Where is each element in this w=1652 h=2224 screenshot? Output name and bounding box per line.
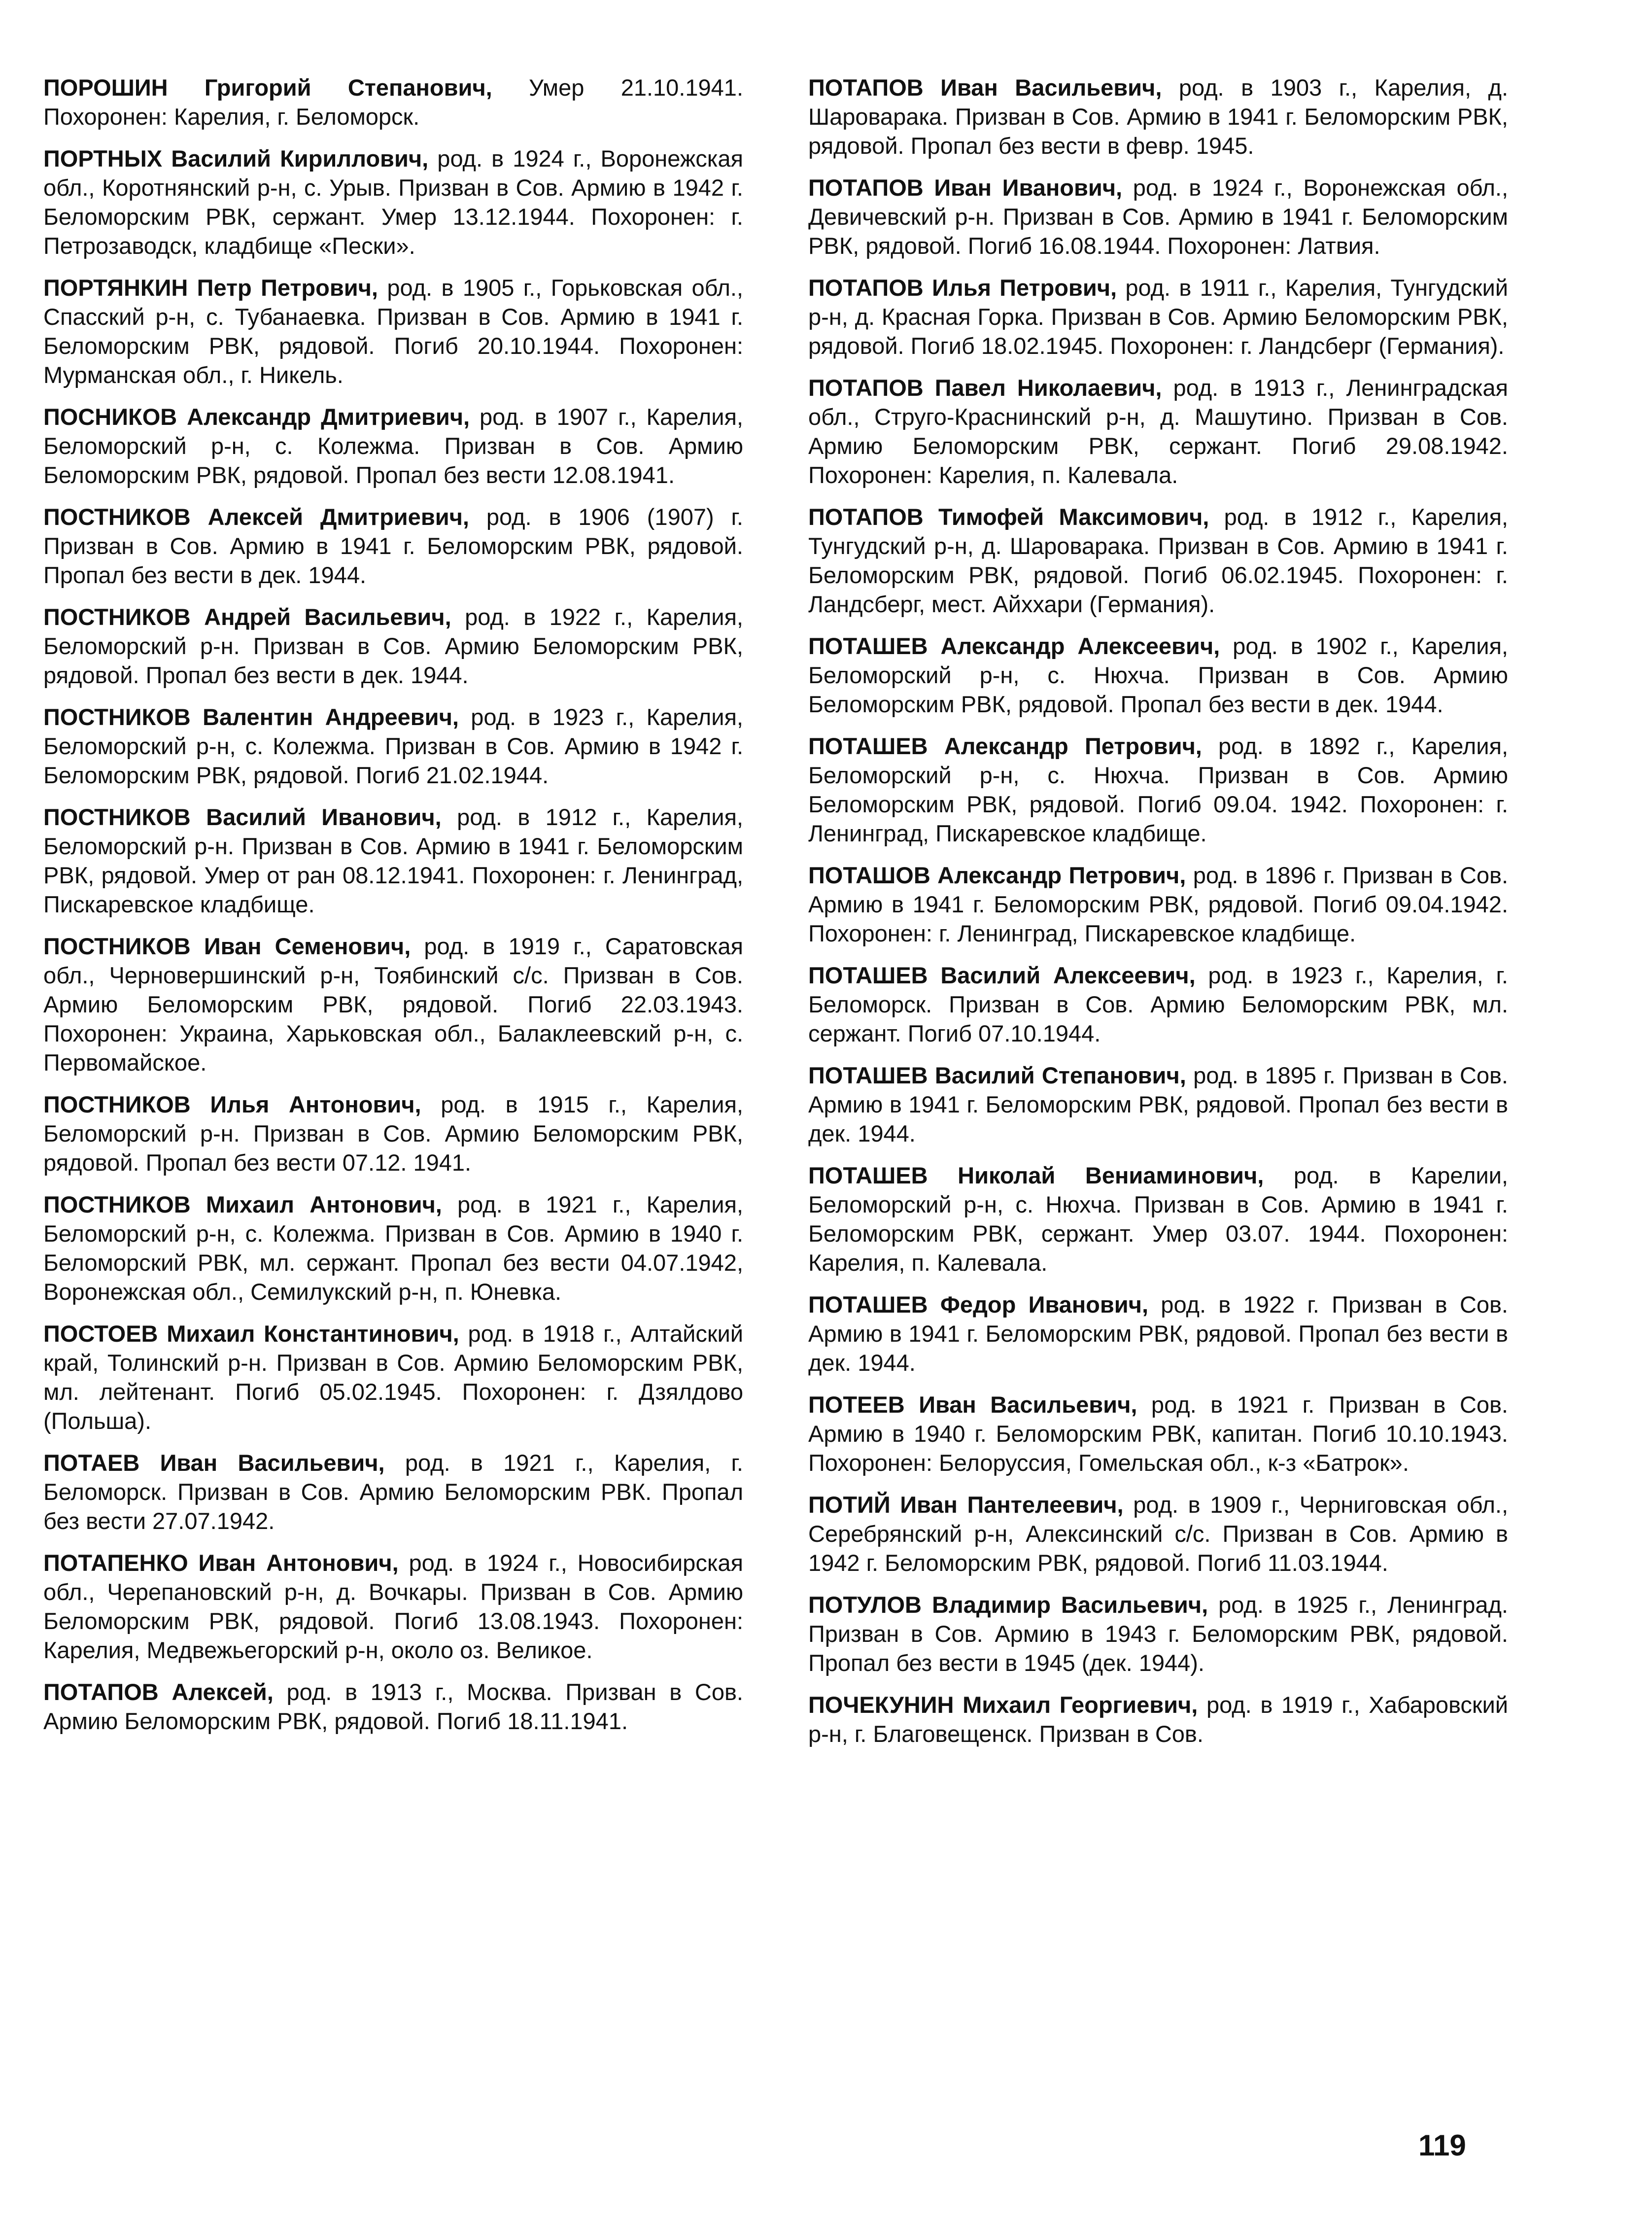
entry bbox=[43, 932, 743, 1077]
entry bbox=[808, 1490, 1508, 1577]
entry-text: род. в 1912 г., Карелия, Тунгудский р-н, д. Шароваракa. Призван в Сов. Армию в 1941 г. Беломорским РВК, рядовой. Погиб 06.02.1945. Похоронен: г. Ландсберг, мест. Айххари (Германия). bbox=[808, 504, 1508, 617]
entry-text: род. в 1913 г., Москва. Призван в Сов. Армию Беломорским РВК, рядовой. Погиб 18.11.1941. bbox=[43, 1679, 743, 1734]
entry-text: род. в 1921 г., Карелия, г. Беломорск. Призван в Сов. Армию Беломорским РВК. Пропал без вести 27.07.1942. bbox=[43, 1450, 743, 1534]
entry-text: род. в 1919 г., Саратовская обл., Черновершинский р-н, Тоябинский с/с. Призван в Сов. Армию Беломорским РВК, рядовой. Погиб 22.03.1943. Похоронен: Украина, Харьковская обл., Балаклеевский р-н, с. Первомайское. bbox=[43, 933, 743, 1076]
entry bbox=[43, 602, 743, 690]
entry bbox=[808, 1590, 1508, 1677]
entry-text: род. в 1903 г., Карелия, д. Шароваракa. Призван в Сов. Армию в 1941 г. Беломорским РВК, рядовой. Пропал без вести в февр. 1945. bbox=[808, 74, 1508, 159]
entry bbox=[808, 373, 1508, 489]
entry-text: род. в 1918 г., Алтайский край, Толинский р-н. Призван в Сов. Армию Беломорским РВК, мл. лейтенант. Погиб 05.02.1945. Похоронен: г. Дзялдово (Польша). bbox=[43, 1320, 743, 1434]
entry bbox=[808, 502, 1508, 619]
entry-text: род. в 1923 г., Карелия, Беломорский р-н, с. Колежма. Призван в Сов. Армию в 1942 г. Беломорским РВК, рядовой. Погиб 21.02.1944. bbox=[43, 704, 743, 788]
entry-name: ПОТАШОВ Александр Петрович, bbox=[808, 862, 1186, 888]
entry bbox=[808, 173, 1508, 260]
entry-name: ПОРТНЫХ Василий Кириллович, bbox=[43, 145, 429, 172]
page-number: 119 bbox=[1418, 2129, 1466, 2162]
entry-name: ПОЧЕКУНИН Михаил Георгиевич, bbox=[808, 1692, 1198, 1718]
entry-name: ПОРОШИН Григорий Степанович, bbox=[43, 74, 492, 101]
entry-text: род. в 1921 г., Карелия, Беломорский р-н, с. Колежма. Призван в Сов. Армию в 1940 г. Беломорский РВК, мл. сержант. Пропал без вести 04.07.1942, Воронежская обл., Семилукский р-н, п. Юневка. bbox=[43, 1191, 743, 1305]
entry-text: род. в 1909 г., Черниговская обл., Серебрянский р-н, Алексинский с/с. Призван в Сов. Армию в 1942 г. Беломорским РВК, рядовой. Погиб 11.03.1944. bbox=[808, 1492, 1508, 1576]
entry-name: ПОСТНИКОВ Андрей Васильевич, bbox=[43, 604, 451, 630]
entry-name: ПОТАЕВ Иван Васильевич, bbox=[43, 1450, 385, 1476]
entry bbox=[808, 1690, 1508, 1748]
entry bbox=[43, 402, 743, 489]
entry-name: ПОСТНИКОВ Иван Семенович, bbox=[43, 933, 411, 959]
entry-name: ПОСТОЕВ Михаил Константинович, bbox=[43, 1320, 459, 1347]
entry-text: род. в 1902 г., Карелия, Беломорский р-н, с. Нюхча. Призван в Сов. Армию Беломорским РВК, рядовой. Пропал без вести в дек. 1944. bbox=[808, 633, 1508, 717]
entry-text: род. в 1905 г., Горьковская обл., Спасский р-н, с. Тубанаевка. Призван в Сов. Армию в 1941 г. Беломорским РВК, рядовой. Погиб 20.10.1944. Похоронен: Мурманская обл., г. Никель. bbox=[43, 275, 743, 388]
entry-name: ПОТАШЕВ Александр Алексеевич, bbox=[808, 633, 1220, 659]
entry bbox=[808, 73, 1508, 160]
entry-name: ПОСТНИКОВ Михаил Антонович, bbox=[43, 1191, 442, 1217]
entry-name: ПОТАШЕВ Николай Вениаминович, bbox=[808, 1162, 1264, 1188]
entry-name: ПОТАШЕВ Федор Иванович, bbox=[808, 1291, 1149, 1318]
entry bbox=[808, 1290, 1508, 1377]
left-column bbox=[43, 73, 743, 1748]
entry-name: ПОСТНИКОВ Василий Иванович, bbox=[43, 804, 442, 830]
entry-text: род. в 1919 г., Хабаровский р-н, г. Благовещенск. Призван в Сов. bbox=[808, 1692, 1509, 1747]
entry-text: род. в 1923 г., Карелия, г. Беломорск. Призван в Сов. Армию Беломорским РВК, мл. сержант. Погиб 07.10.1944. bbox=[808, 962, 1508, 1046]
entry-text: род. в 1925 г., Ленинград. Призван в Сов. Армию в 1943 г. Беломорским РВК, рядовой. Пропал без вести в 1945 (дек. 1944). bbox=[808, 1592, 1508, 1676]
entry-name: ПОТАШЕВ Василий Степанович, bbox=[808, 1062, 1186, 1088]
entry-name: ПОТАПОВ Павел Николаевич, bbox=[808, 375, 1162, 401]
entry-text: род. в 1911 г., Карелия, Тунгудский р-н, д. Красная Горка. Призван в Сов. Армию Беломорским РВК, рядовой. Погиб 18.02.1945. Похоронен: г. Ландсберг (Германия). bbox=[808, 275, 1508, 359]
entry bbox=[808, 1061, 1508, 1148]
entry bbox=[43, 144, 743, 260]
entry-name: ПОТАПОВ Иван Васильевич, bbox=[808, 74, 1162, 101]
entry-name: ПОСНИКОВ Александр Дмитриевич, bbox=[43, 404, 470, 430]
entry bbox=[808, 631, 1508, 719]
entry bbox=[43, 1090, 743, 1177]
entry bbox=[43, 802, 743, 919]
entry-name: ПОТУЛОВ Владимир Васильевич, bbox=[808, 1592, 1208, 1618]
right-column bbox=[808, 73, 1508, 1761]
entry-text: род. в 1924 г., Воронежская обл., Девичевский р-н. Призван в Сов. Армию в 1941 г. Беломорским РВК, рядовой. Погиб 16.08.1944. Похоронен: Латвия. bbox=[808, 174, 1508, 259]
entry bbox=[43, 1677, 743, 1736]
entry-text: род. в 1915 г., Карелия, Беломорский р-н. Призван в Сов. Армию Беломорским РВК, рядовой. Пропал без вести 07.12. 1941. bbox=[43, 1091, 743, 1176]
entry bbox=[43, 702, 743, 790]
entry-name: ПОТАПЕНКО Иван Антонович, bbox=[43, 1550, 399, 1576]
entry-text: род. в 1895 г. Призван в Сов. Армию в 1941 г. Беломорским РВК, рядовой. Пропал без вести в дек. 1944. bbox=[808, 1062, 1508, 1147]
entry-text: род. в 1913 г., Ленинградская обл., Струго-Краснинский р-н, д. Машутино. Призван в Сов. Армию Беломорским РВК, сержант. Погиб 29.08.1942. Похоронен: Карелия, п. Калевала. bbox=[808, 375, 1509, 488]
entry-name: ПОСТНИКОВ Алексей Дмитриевич, bbox=[43, 504, 469, 530]
entry-name: ПОТАПОВ Илья Петрович, bbox=[808, 275, 1117, 301]
entry-name: ПОРТЯНКИН Петр Петрович, bbox=[43, 275, 378, 301]
entry-text: род. в 1922 г. Призван в Сов. Армию в 1941 г. Беломорским РВК, рядовой. Пропал без вести в дек. 1944. bbox=[808, 1291, 1508, 1376]
entry bbox=[808, 961, 1508, 1048]
entry-text: род. в 1924 г., Воронежская обл., Коротнянский р-н, с. Урыв. Призван в Сов. Армию в 1942 г. Беломорским РВК, сержант. Умер 13.12.1944. Похоронен: г. Петрозаводск, кладбище «Пески». bbox=[43, 145, 743, 259]
entry-text: род. в 1912 г., Карелия, Беломорский р-н. Призван в Сов. Армию в 1941 г. Беломорским РВК, рядовой. Умер от ран 08.12.1941. Похоронен: г. Ленинград, Пискаревское кладбище. bbox=[43, 804, 743, 917]
entry-text: род. в 1896 г. Призван в Сов. Армию в 1941 г. Беломорским РВК, рядовой. Погиб 09.04.1942. Похоронен: г. Ленинград, Пискаревское кладбище. bbox=[808, 862, 1508, 946]
entry bbox=[808, 273, 1508, 360]
entry-name: ПОТАШЕВ Василий Алексеевич, bbox=[808, 962, 1196, 988]
entry-text: Умер 21.10.1941. Похоронен: Карелия, г. Беломорск. bbox=[43, 74, 743, 130]
entry-text: род. в 1892 г., Карелия, Беломорский р-н, с. Нюхча. Призван в Сов. Армию Беломорским РВК, рядовой. Погиб 09.04. 1942. Похоронен: г. Ленинград, Пискаревское кладбище. bbox=[808, 733, 1508, 846]
entry bbox=[43, 1448, 743, 1535]
entry bbox=[808, 1161, 1508, 1277]
entry-text: род. в 1906 (1907) г. Призван в Сов. Армию в 1941 г. Беломорским РВК, рядовой. Пропал без вести в дек. 1944. bbox=[43, 504, 743, 588]
entry-text: род. в 1907 г., Карелия, Беломорский р-н, с. Колежма. Призван в Сов. Армию Беломорским РВК, рядовой. Пропал без вести 12.08.1941. bbox=[43, 404, 743, 488]
entry bbox=[43, 1319, 743, 1435]
entry bbox=[43, 1190, 743, 1306]
entry bbox=[43, 273, 743, 389]
entry-name: ПОСТНИКОВ Илья Антонович, bbox=[43, 1091, 421, 1117]
entry-text: род. в Карелии, Беломорский р-н, с. Нюхча. Призван в Сов. Армию в 1941 г. Беломорским РВК, сержант. Умер 03.07. 1944. Похоронен: Карелия, п. Калевала. bbox=[808, 1162, 1508, 1276]
entry-text: род. в 1922 г., Карелия, Беломорский р-н. Призван в Сов. Армию Беломорским РВК, рядовой. Пропал без вести в дек. 1944. bbox=[43, 604, 743, 688]
entry-name: ПОТАШЕВ Александр Петрович, bbox=[808, 733, 1202, 759]
entry bbox=[43, 502, 743, 590]
entry bbox=[808, 1390, 1508, 1477]
entry bbox=[808, 861, 1508, 948]
entry bbox=[808, 731, 1508, 848]
entry bbox=[43, 73, 743, 131]
entry-name: ПОТАПОВ Алексей, bbox=[43, 1679, 274, 1705]
entry-name: ПОТАПОВ Иван Иванович, bbox=[808, 174, 1123, 201]
entry-text: род. в 1924 г., Новосибирская обл., Черепановский р-н, д. Вочкары. Призван в Сов. Армию Беломорским РВК, рядовой. Погиб 13.08.1943. Похоронен: Карелия, Медвежьегорский р-н, около оз. Великое. bbox=[43, 1550, 744, 1663]
entry-text: род. в 1921 г. Призван в Сов. Армию в 1940 г. Беломорским РВК, капитан. Погиб 10.10.1943. Похоронен: Белоруссия, Гомельская обл., к-з «Батрок». bbox=[808, 1391, 1508, 1476]
entry-name: ПОТАПОВ Тимофей Максимович, bbox=[808, 504, 1209, 530]
entry-name: ПОТИЙ Иван Пантелеевич, bbox=[808, 1492, 1124, 1518]
entry-name: ПОСТНИКОВ Валентин Андреевич, bbox=[43, 704, 459, 730]
entry-name: ПОТЕЕВ Иван Васильевич, bbox=[808, 1391, 1137, 1418]
entry bbox=[43, 1548, 743, 1665]
